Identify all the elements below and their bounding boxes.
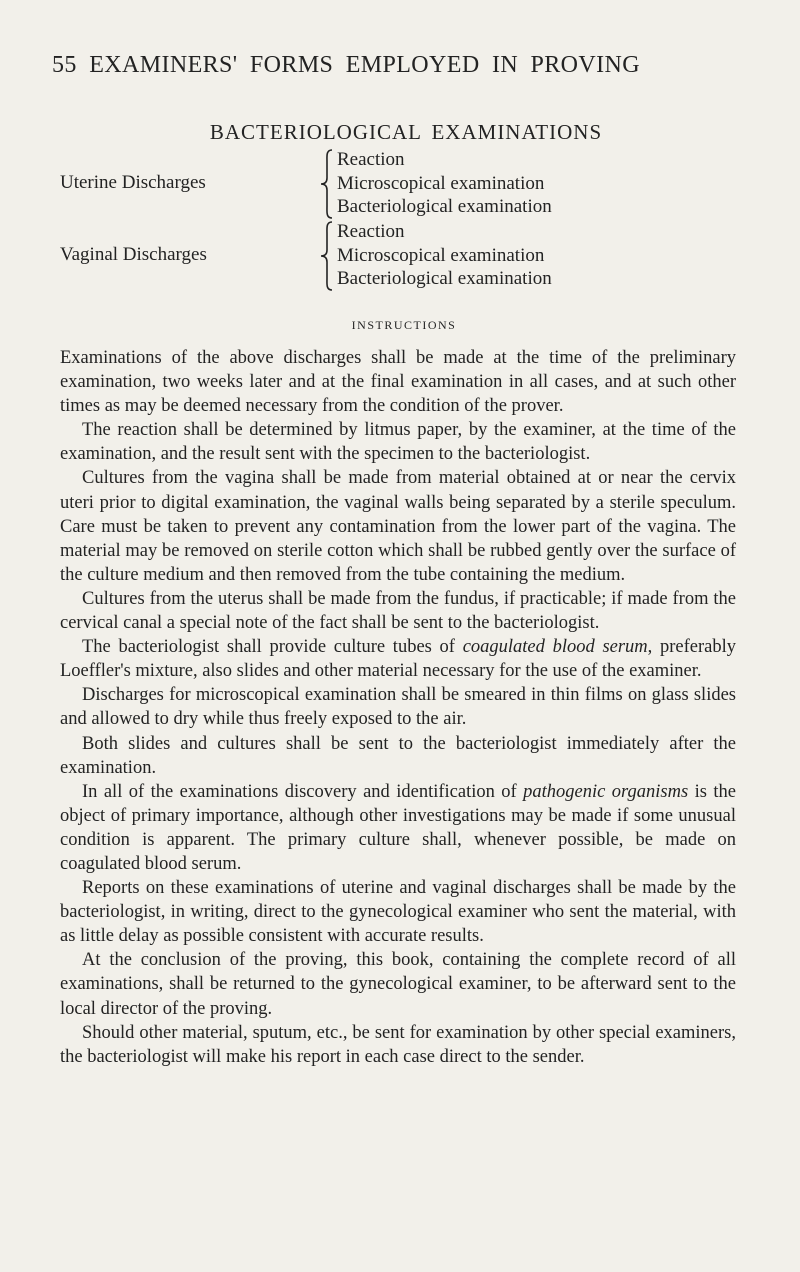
paragraph: At the conclusion of the proving, this book, containing the complete record of all examinations, shall be returned to the gynecological examiner, to be afterward sent to the local director of the proving.: [60, 950, 736, 1019]
paragraph: Should other material, sputum, etc., be sent for examination by other special examiners, the bacteriologist will make his report in each case direct to the sender.: [60, 1022, 736, 1067]
text-run: In all of the examinations discovery and identification of: [82, 781, 524, 802]
instructions-body: [60, 346, 736, 1069]
section-title: BACTERIOLOGICAL EXAMINATIONS: [209, 120, 603, 144]
paragraph: Both slides and cultures shall be sent to the bacteriologist immediately after the examination.: [60, 733, 736, 778]
examination-list: [337, 148, 552, 219]
paragraph: [60, 635, 736, 683]
paragraph: [60, 780, 736, 876]
text-run: is the object of primary importance, although other investigations may be made if some unusual condition is apparent. The primary culture shall, whenever possible, be made on coagulated blood serum.: [60, 781, 736, 874]
paragraph: Discharges for microscopical examination shall be smeared in thin films on glass slides and allowed to dry while thus freely exposed to the air.: [60, 685, 736, 730]
list-item: Bacteriological examination: [337, 268, 552, 289]
text-run: , preferably Loeffler's mixture, also slides and other material necessary for the use of the examiner.: [60, 637, 737, 682]
examination-list: [337, 220, 552, 291]
paragraph: Cultures from the vagina shall be made from material obtained at or near the cervix uteri prior to digital examination, the vaginal walls being separated by a sterile speculum. Care must be taken to prevent any contamination from the lower part of the vagina. The material may be removed on sterile cotton which shall be rubbed gently over the surface of the culture medium and then removed from the tube containing the medium.: [60, 468, 736, 585]
paragraph: Reports on these examinations of uterine and vaginal discharges shall be made by the bacteriologist, in writing, direct to the gynecological examiner who sent the material, with as little delay as possible consistent with accurate results.: [60, 878, 736, 947]
running-head: 55 EXAMINERS' FORMS EMPLOYED IN PROVING: [52, 52, 640, 78]
uterine-discharges-group: [60, 148, 760, 220]
list-item: Bacteriological examination: [337, 196, 552, 217]
left-brace-icon: [320, 148, 334, 220]
paragraph: Examinations of the above discharges shall be made at the time of the preliminary examination, two weeks later and at the final examination in all cases, and at such other times as may be deemed necessary from the condition of the prover.: [60, 348, 736, 417]
italic-term: pathogenic organisms: [523, 781, 689, 802]
italic-term: coagulated blood serum: [462, 637, 648, 658]
vaginal-discharges-group: [60, 220, 760, 292]
list-item: Microscopical examination: [337, 244, 545, 266]
paragraph: Cultures from the uterus shall be made from the fundus, if practicable; if made from the cervical canal a special note of the fact shall be sent to the bacteriologist.: [60, 588, 736, 634]
instructions-heading: INSTRUCTIONS: [351, 318, 457, 332]
group-label: Uterine Discharges: [60, 172, 206, 193]
left-brace-icon: [320, 220, 334, 292]
group-label: Vaginal Discharges: [60, 244, 207, 265]
list-item: Reaction: [337, 149, 405, 170]
paragraph: The reaction shall be determined by litmus paper, by the examiner, at the time of the examination, and the result sent with the specimen to the bacteriologist.: [60, 420, 736, 465]
list-item: Reaction: [337, 221, 405, 242]
list-item: Microscopical examination: [337, 172, 545, 194]
text-run: The bacteriologist shall provide culture tubes of: [82, 637, 463, 658]
